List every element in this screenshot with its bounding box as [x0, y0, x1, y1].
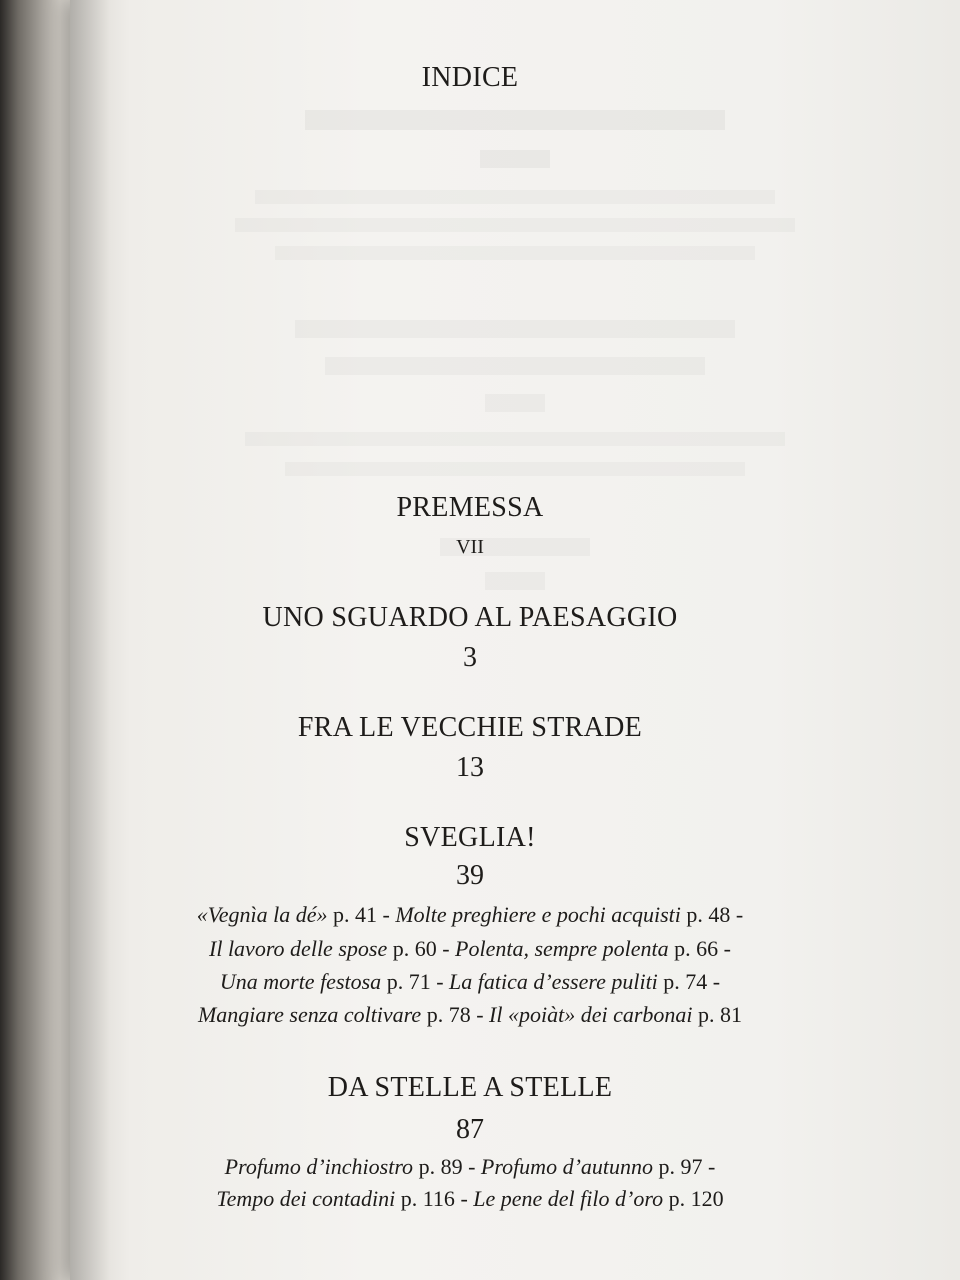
- subsection-separator: -: [430, 969, 450, 994]
- section-page-paesaggio: 3: [463, 642, 477, 673]
- section-title-premessa: PREMESSA: [396, 492, 544, 523]
- section-page-premessa: VII: [456, 536, 484, 558]
- subsection-title: «Vegnìa la dé»: [196, 902, 328, 927]
- subsection-title: Il lavoro delle spose: [209, 936, 388, 961]
- section-page-sveglia: 39: [456, 860, 484, 891]
- subsection-page: p. 120: [668, 1186, 724, 1211]
- table-of-contents: [70, 0, 960, 1280]
- subsection-title: La fatica d’essere puliti: [449, 969, 658, 994]
- subsection-page: p. 41: [333, 902, 378, 927]
- section-title-stelle: DA STELLE A STELLE: [327, 1072, 613, 1103]
- subsection-title: Profumo d’autunno: [480, 1154, 654, 1179]
- subsection-title: Mangiare senza coltivare: [197, 1002, 422, 1027]
- subsection-line: [70, 969, 870, 995]
- subsection-line: [70, 1002, 870, 1028]
- index-title: INDICE: [421, 62, 519, 93]
- subsection-page: p. 78: [426, 1002, 471, 1027]
- subsection-line: [70, 936, 870, 962]
- subsection-page: p. 116: [400, 1186, 455, 1211]
- subsection-page: p. 66: [674, 936, 719, 961]
- subsection-title: Polenta, sempre polenta: [455, 936, 669, 961]
- subsection-title: Una morte festosa: [219, 969, 382, 994]
- subsection-separator: -: [707, 969, 721, 994]
- subsection-page: p. 89: [418, 1154, 463, 1179]
- subsection-page: p. 48: [686, 902, 731, 927]
- subsection-line: [70, 1154, 870, 1180]
- section-title-strade: FRA LE VECCHIE STRADE: [297, 712, 643, 743]
- subsection-separator: -: [377, 902, 396, 927]
- subsection-title: Il «poiàt» dei carbonai: [489, 1002, 693, 1027]
- subsection-title: Profumo d’inchiostro: [224, 1154, 414, 1179]
- section-page-stelle: 87: [456, 1114, 484, 1145]
- subsection-page: p. 97: [658, 1154, 703, 1179]
- section-title-sveglia: SVEGLIA!: [404, 822, 536, 853]
- subsection-title: Le pene del filo d’oro: [473, 1186, 664, 1211]
- subsection-separator: -: [730, 902, 744, 927]
- subsection-line: [70, 902, 870, 928]
- subsection-page: p. 81: [698, 1002, 743, 1027]
- subsection-separator: -: [462, 1154, 481, 1179]
- subsection-page: p. 74: [663, 969, 708, 994]
- subsection-title: Molte preghiere e pochi acquisti: [395, 902, 681, 927]
- subsection-title: Tempo dei contadini: [216, 1186, 396, 1211]
- section-page-strade: 13: [456, 752, 484, 783]
- subsection-separator: -: [436, 936, 456, 961]
- subsection-line: [70, 1186, 870, 1212]
- subsection-separator: -: [702, 1154, 716, 1179]
- subsection-separator: -: [718, 936, 731, 961]
- subsection-separator: -: [454, 1186, 474, 1211]
- section-title-paesaggio: UNO SGUARDO AL PAESAGGIO: [262, 602, 678, 633]
- subsection-page: p. 60: [392, 936, 437, 961]
- subsection-page: p. 71: [386, 969, 431, 994]
- subsection-separator: -: [470, 1002, 490, 1027]
